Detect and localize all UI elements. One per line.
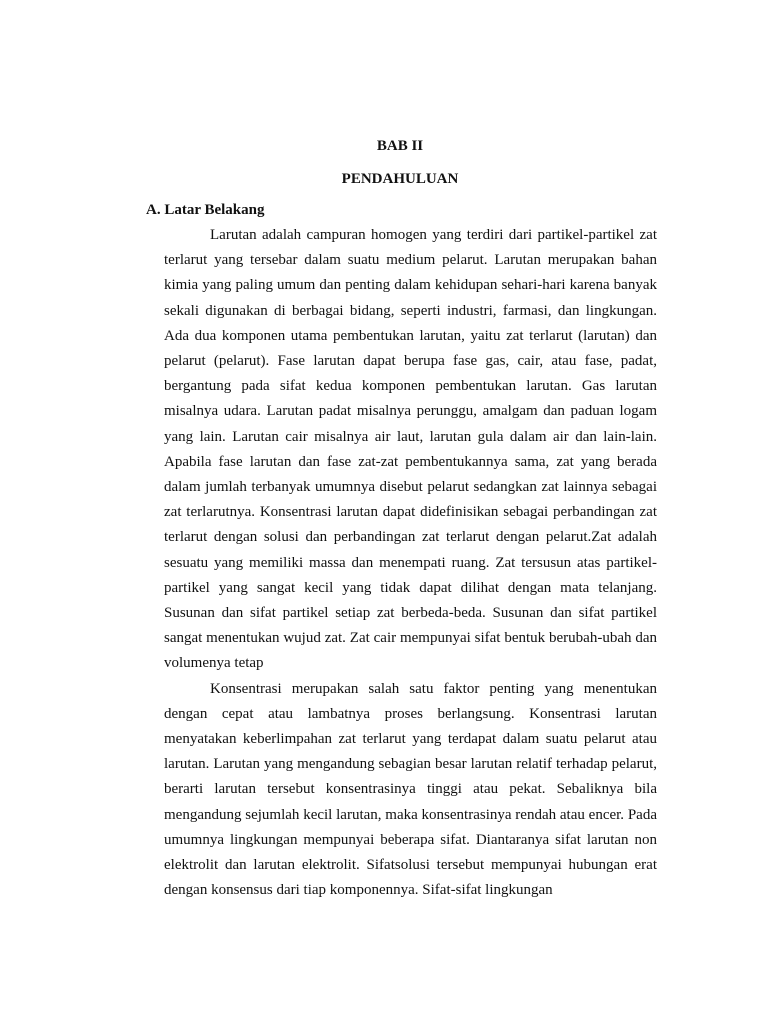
paragraph: Konsentrasi merupakan salah satu faktor penting yang menentukan dengan cepat atau lambatnya proses berlangsung. Konsentrasi larutan menyatakan keberlimpahan zat terlarut yang terdapat dalam suatu pelarut atau larutan. Larutan yang mengandung sebagian besar larutan relatif terhadap pelarut, berarti larutan tersebut konsentrasinya tinggi atau pekat. Sebaliknya bila mengandung sejumlah kecil larutan, maka konsentrasinya rendah atau encer. Pada umumnya lingkungan mempunyai beberapa sifat. Diantaranya sifat larutan non elektrolit dan larutan elektrolit. Sifatsolusi tersebut mempunyai hubungan erat dengan konsensus dari tiap komponennya. Sifat-sifat lingkungan (164, 680, 657, 899)
chapter-title: PENDAHULUAN (341, 171, 459, 187)
body-text (164, 223, 657, 903)
paragraph: Larutan adalah campuran homogen yang terdiri dari partikel-partikel zat terlarut yang tersebar dalam suatu medium pelarut. Larutan merupakan bahan kimia yang paling umum dan penting dalam kehidupan sehari-hari karena banyak sekali digunakan di berbagai bidang, seperti industri, farmasi, dan lingkungan. Ada dua komponen utama pembentukan larutan, yaitu zat terlarut (larutan) dan pelarut (pelarut). Fase larutan dapat berupa fase gas, cair, atau fase, padat, bergantung pada sifat kedua komponen pembentukan larutan. Gas larutan misalnya udara. Larutan padat misalnya perunggu, amalgam dan paduan logam yang lain. Larutan cair misalnya air laut, larutan gula dalam air dan lain-lain. Apabila fase larutan dan fase zat-zat pembentukannya sama, zat yang berada dalam jumlah terbanyak umumnya disebut pelarut sedangkan zat lainnya sebagai zat terlarutnya. Konsentrasi larutan dapat didefinisikan sebagai perbandingan zat terlarut dengan solusi dan perbandingan zat terlarut dengan pelarut.Zat adalah sesuatu yang memiliki massa dan menempati ruang. Zat tersusun atas partikel-partikel yang sangat kecil yang tidak dapat dilihat dengan mata telanjang. Susunan dan sifat partikel setiap zat berbeda-beda. Susunan dan sifat partikel sangat menentukan wujud zat. Zat cair mempunyai sifat bentuk berubah-ubah dan volumenya tetap (164, 227, 657, 672)
chapter-number: BAB II (376, 138, 424, 154)
section-heading: A. Latar Belakang (146, 202, 265, 218)
